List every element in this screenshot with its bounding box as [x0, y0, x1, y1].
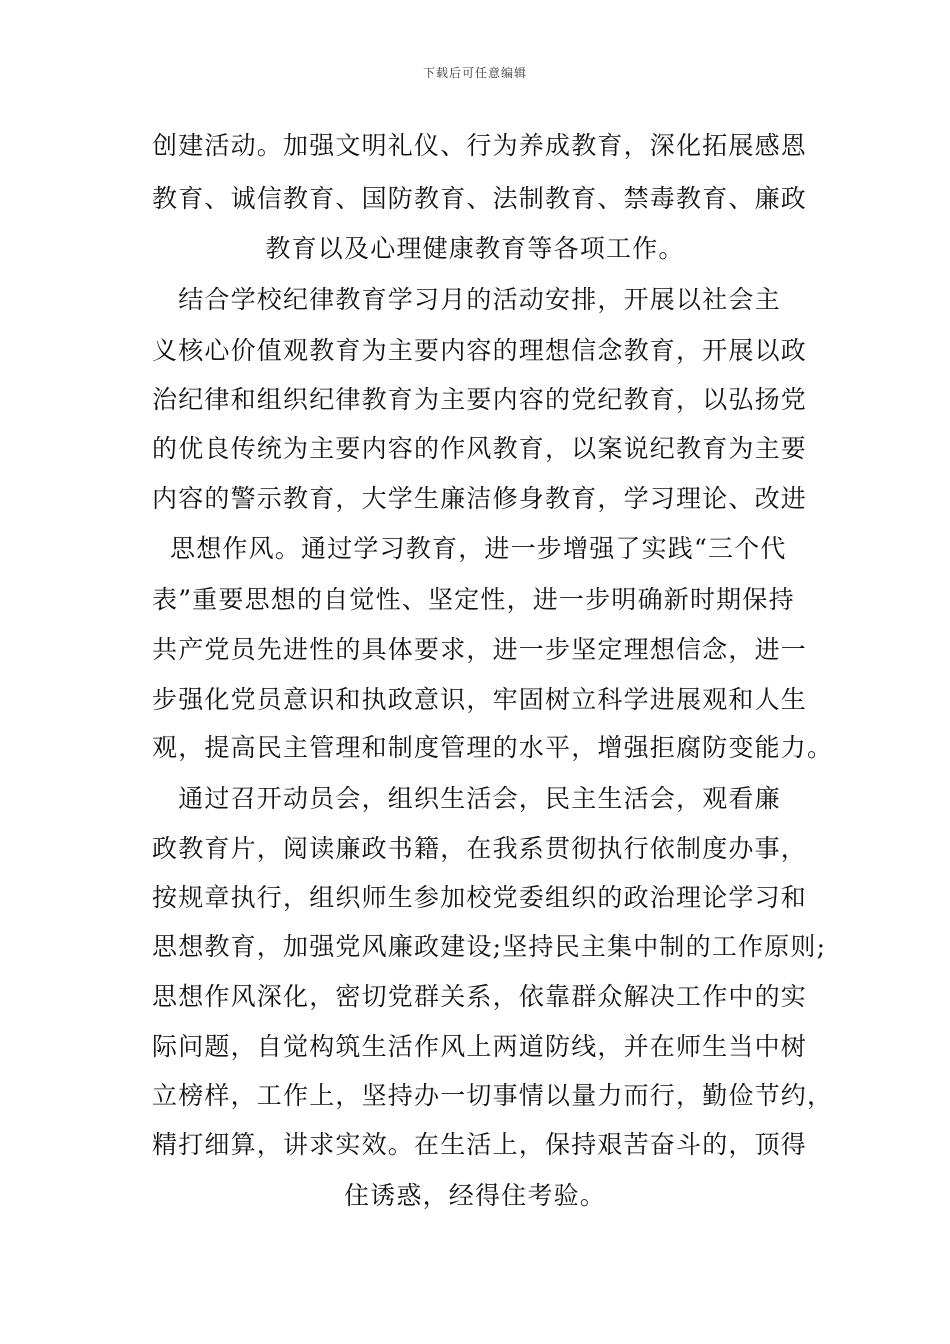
text-line: 精打细算，讲求实效。在生活上，保持艰苦奋斗的，顶得: [152, 1130, 808, 1159]
text-line: 思想作风。通过学习教育，进一步增强了实践“三个代: [170, 534, 787, 563]
page-header: 下载后可任意编辑: [422, 66, 527, 80]
text-line: 思想作风深化，密切党群关系，依靠群众解决工作中的实: [152, 982, 808, 1011]
text-line: 思想教育，加强党风廉政建设;坚持民主集中制的工作原则;: [152, 932, 827, 961]
text-line: 政教育片，阅读廉政书籍，在我系贯彻执行依制度办事，: [152, 834, 808, 863]
text-line: 的优良传统为主要内容的作风教育，以案说纪教育为主要: [152, 434, 808, 463]
text-line: 教育以及心理健康教育等各项工作。: [265, 234, 685, 263]
text-line: 通过召开动员会，组织生活会，民主生活会，观看廉: [152, 784, 781, 813]
text-line: 观，提高民主管理和制度管理的水平，增强拒腐防变能力。: [152, 733, 834, 762]
text-line: 结合学校纪律教育学习月的活动安排，开展以社会主: [152, 285, 781, 314]
text-line: 住诱惑，经得住考验。: [343, 1181, 606, 1210]
text-line: 内容的警示教育，大学生廉洁修身教育，学习理论、改进: [152, 484, 808, 513]
text-line: 治纪律和组织纪律教育为主要内容的党纪教育，以弘扬党: [152, 385, 808, 414]
text-line: 共产党员先进性的具体要求，进一步坚定理想信念，进一: [152, 635, 808, 664]
text-line: 教育、诚信教育、国防教育、法制教育、禁毒教育、廉政: [152, 184, 808, 213]
text-line: 按规章执行，组织师生参加校党委组织的政治理论学习和: [152, 883, 808, 912]
text-line: 表”重要思想的自觉性、坚定性，进一步明确新时期保持: [152, 585, 795, 614]
text-line: 创建活动。加强文明礼仪、行为养成教育，深化拓展感恩: [152, 131, 808, 160]
text-line: 义核心价值观教育为主要内容的理想信念教育，开展以政: [152, 336, 808, 365]
text-line: 立榜样，工作上，坚持办一切事情以量力而行，勤俭节约，: [152, 1081, 834, 1110]
text-line: 步强化党员意识和执政意识，牢固树立科学进展观和人生: [152, 685, 808, 714]
text-line: 际问题，自觉构筑生活作风上两道防线，并在师生当中树: [152, 1032, 808, 1061]
